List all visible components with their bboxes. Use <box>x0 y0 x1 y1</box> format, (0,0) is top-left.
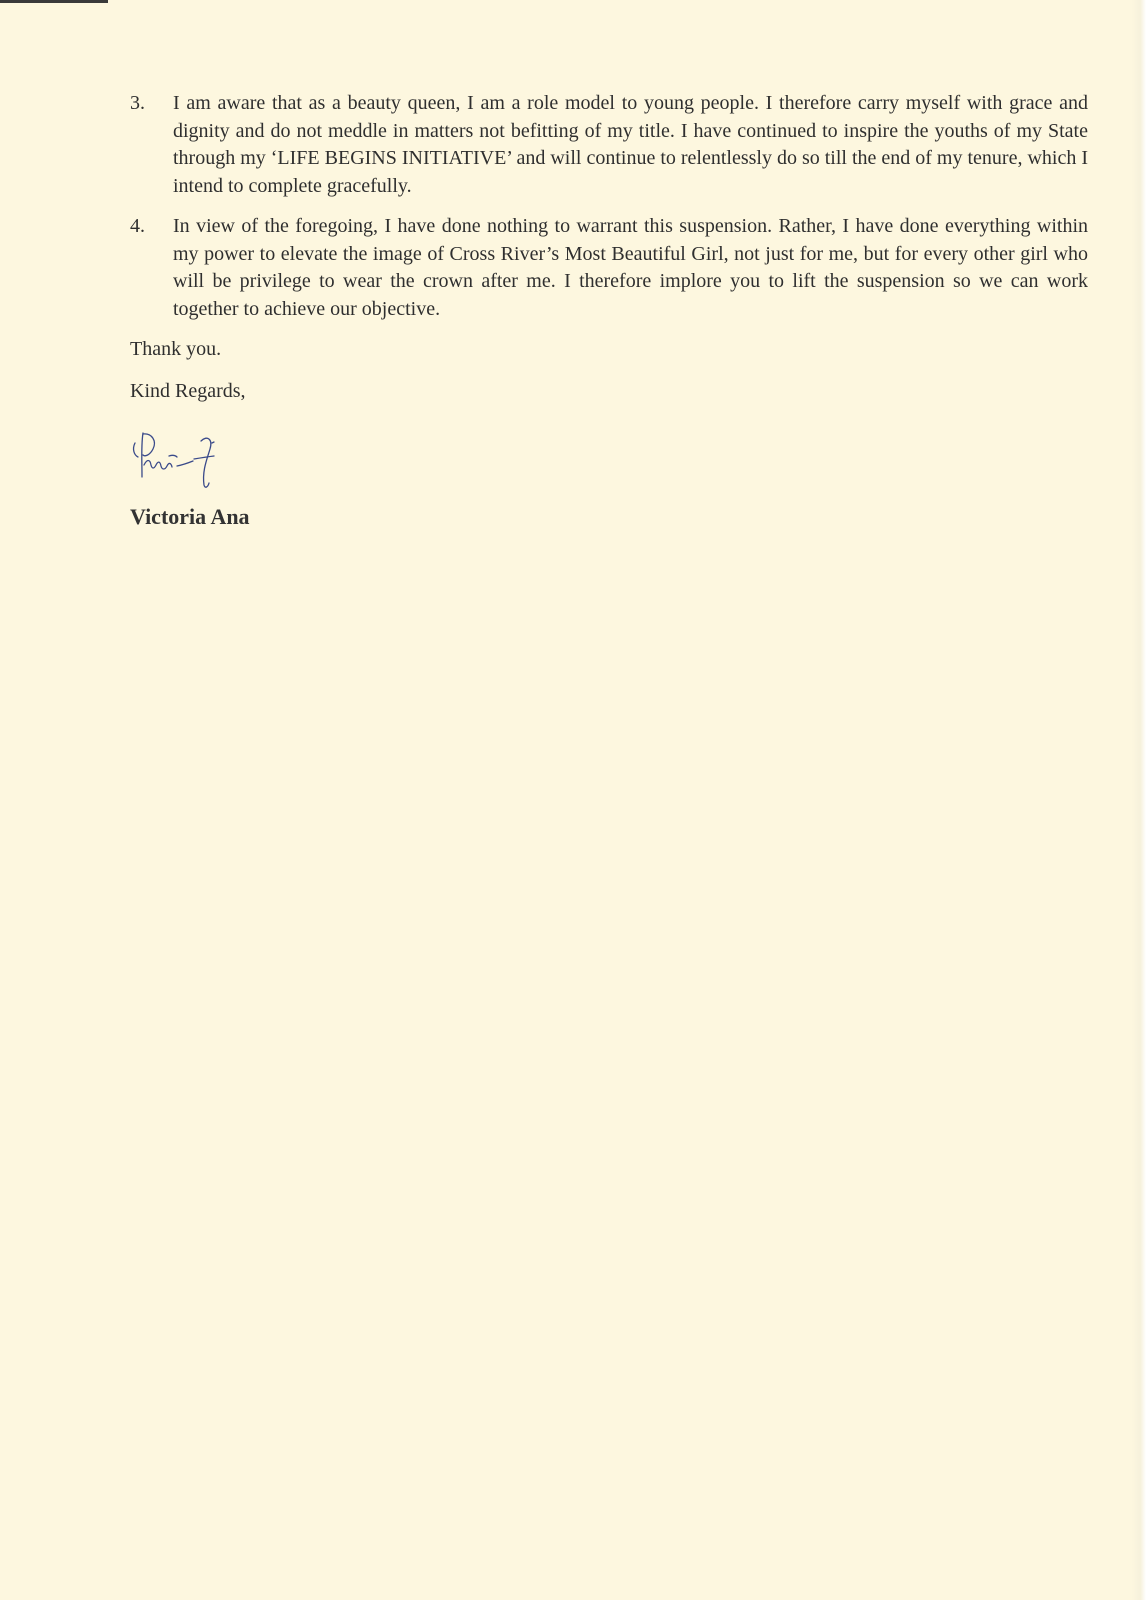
list-item-number: 4. <box>130 215 145 237</box>
list-item <box>130 90 1088 200</box>
list-item-text: In view of the foregoing, I have done nothing to warrant this suspension. Rather, I have done everything within my power to elevate the image of Cross River’s Most Beautiful Girl, not just for me, but for every other girl who will be privilege to wear the crown after me. I therefore implore you to lift the suspension so we can work together to achieve our objective. <box>173 215 1088 320</box>
signer-name: Victoria Ana <box>130 504 250 529</box>
letter-body <box>130 90 1088 531</box>
list-item-text: I am aware that as a beauty queen, I am a role model to young people. I therefore carry myself with grace and dignity and do not meddle in matters not befitting of my title. I have continued to inspire the youths of my State through my ‘LIFE BEGINS INITIATIVE’ and will continue to relentlessly do so till the end of my tenure, which I intend to complete gracefully. <box>173 92 1088 197</box>
scan-paper-edge <box>1132 0 1146 1600</box>
closing-thanks: Thank you. <box>130 338 222 360</box>
list-item <box>130 213 1088 323</box>
scan-edge-mark <box>0 0 108 3</box>
list-item-number: 3. <box>130 92 145 114</box>
closing-regards: Kind Regards, <box>130 380 246 402</box>
handwritten-signature-icon <box>130 425 230 497</box>
